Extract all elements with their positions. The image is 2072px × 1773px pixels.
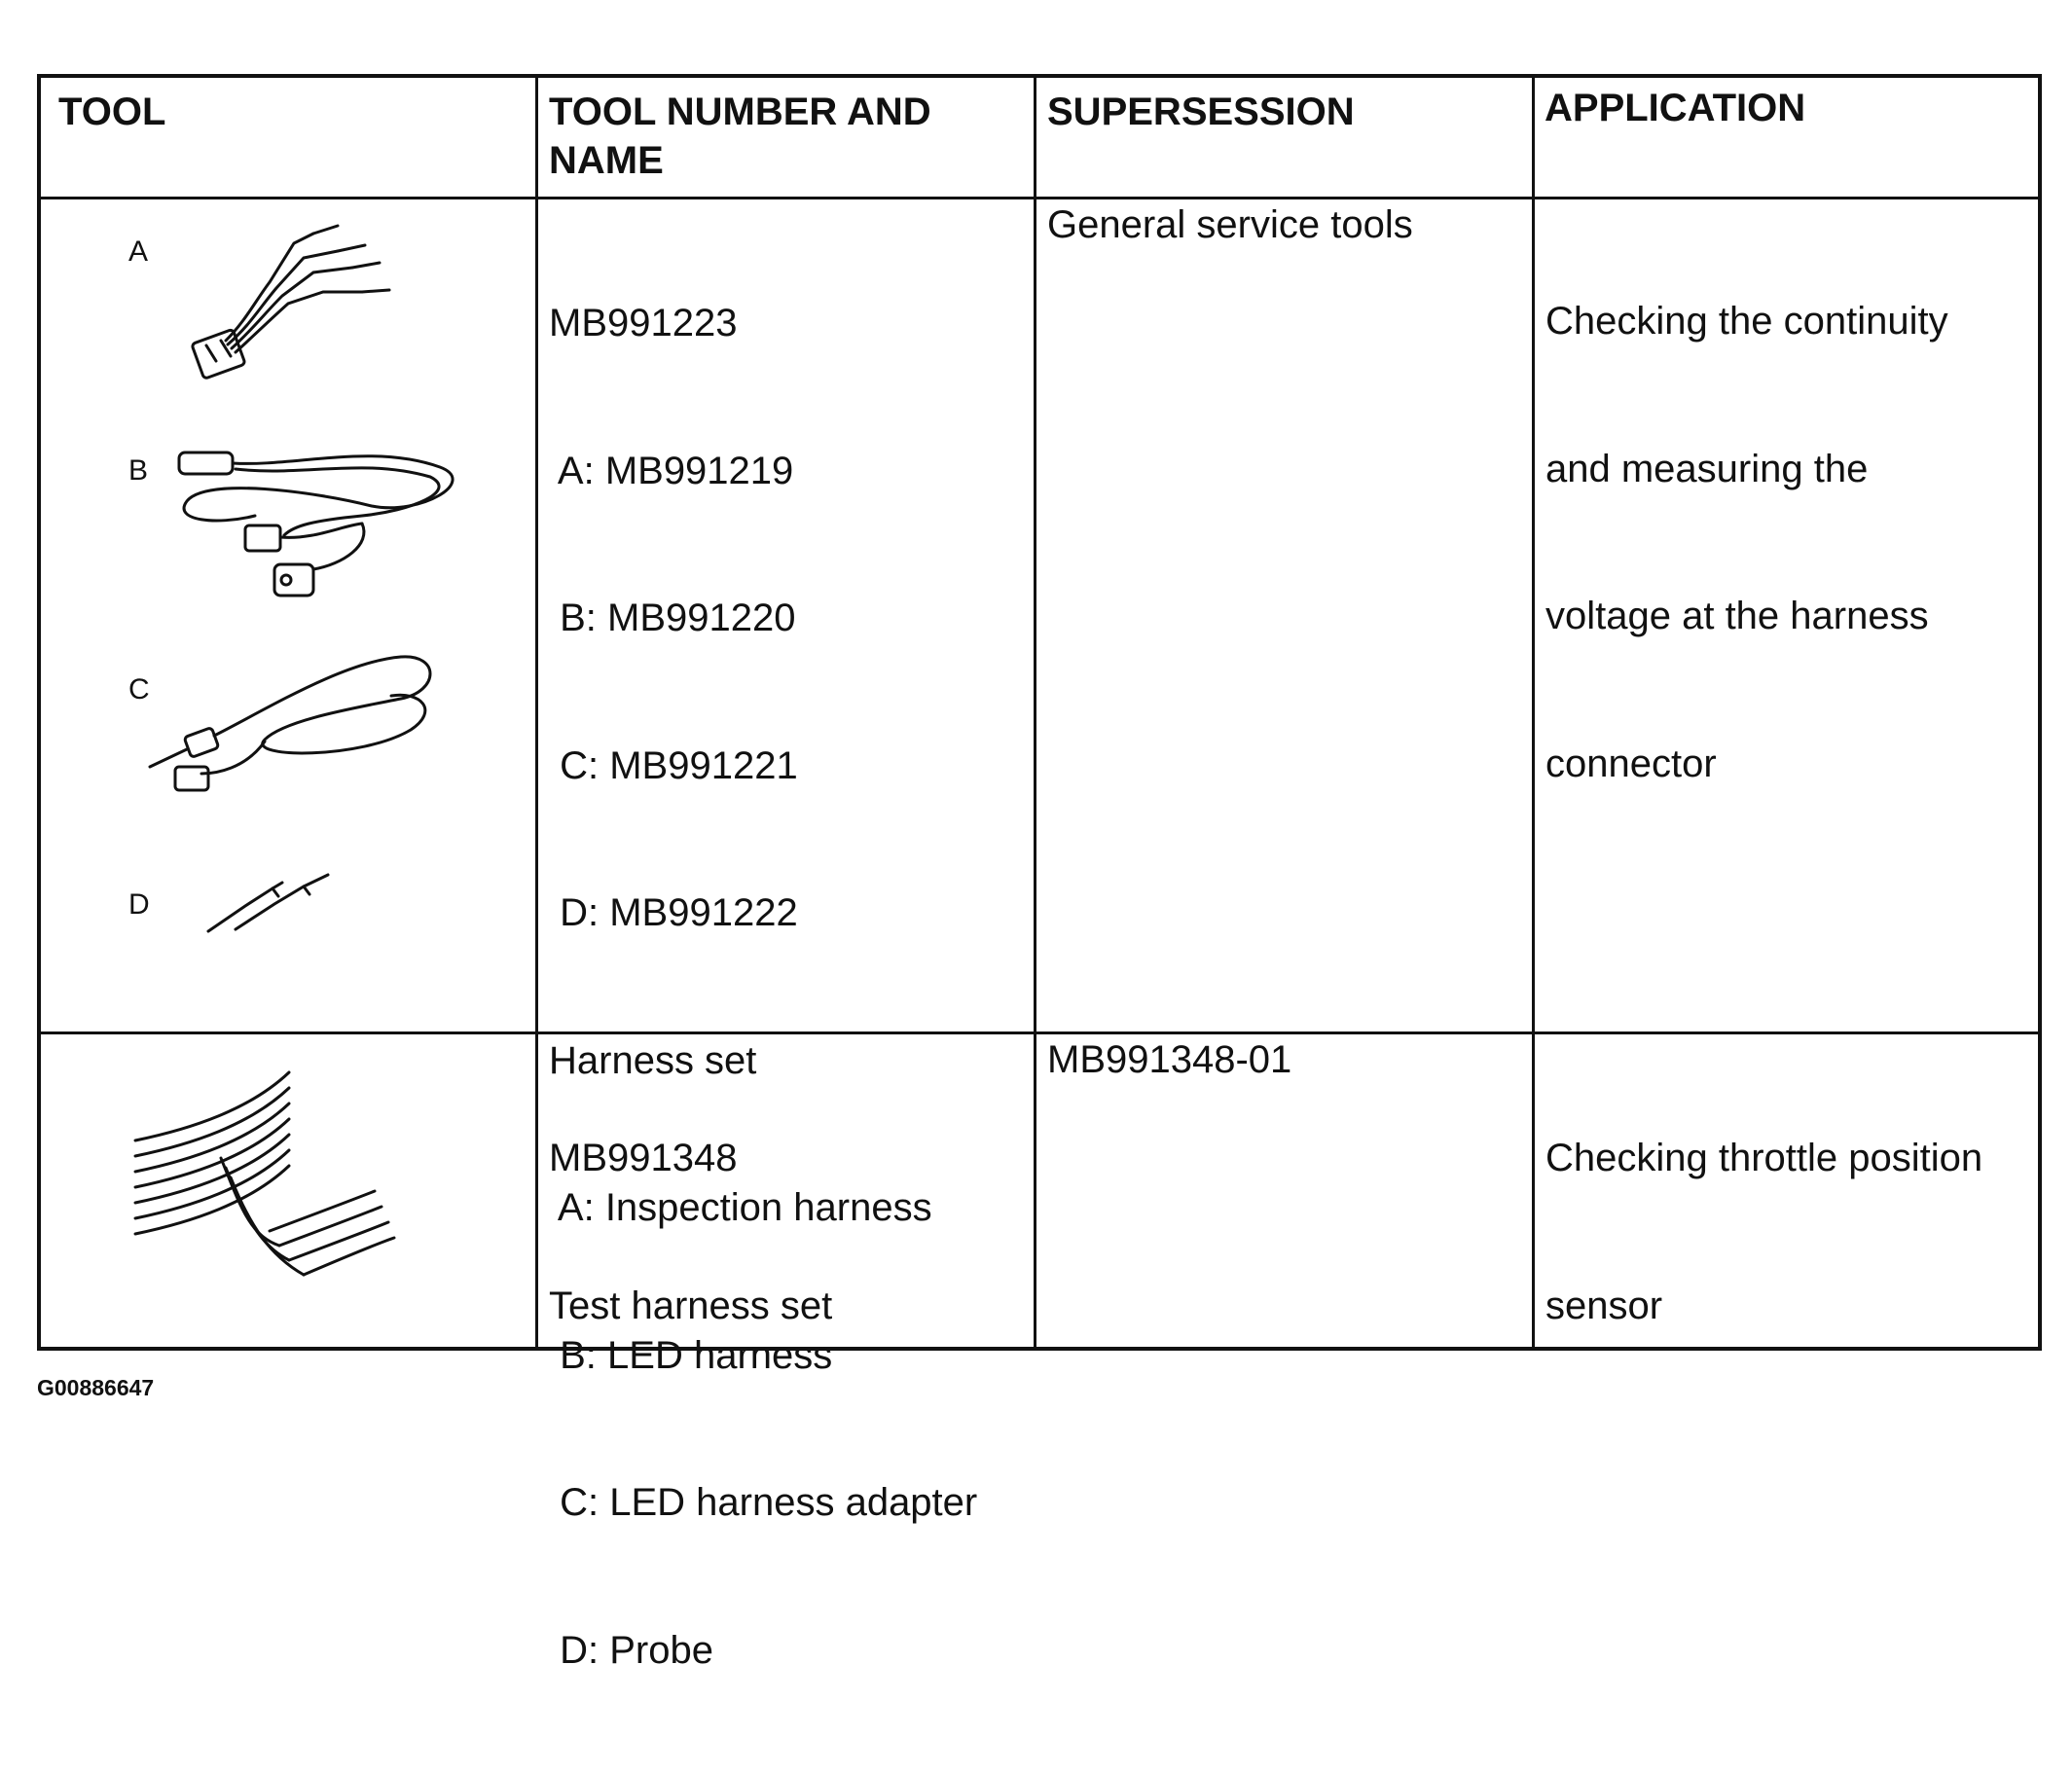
- figure-code: G00886647: [37, 1375, 155, 1400]
- led-harness-adapter-illustration: [148, 652, 459, 808]
- tool-label-a: A: [128, 235, 149, 268]
- tool-label-d: D: [128, 888, 150, 921]
- column-divider: [535, 78, 538, 1347]
- tool-number-cell-row2: MB991348 Test harness set: [549, 1137, 833, 1327]
- application-cell-row2: Checking throttle position sensor: [1545, 1137, 1983, 1327]
- column-divider: [1532, 78, 1535, 1347]
- header-application: APPLICATION: [1545, 87, 1806, 129]
- header-tool: TOOL: [58, 90, 166, 133]
- tool-number-cell-row1: MB991223 A: MB991219 B: MB991220 C: MB991221 D: MB991222 Harness set A: Inspection harness B: LED harness C: LED harness adapter D: Probe: [549, 302, 978, 1672]
- application-cell-row1: Checking the continuity and measuring the voltage at the harness connector: [1545, 300, 1948, 785]
- probe-illustration: [206, 871, 343, 939]
- header-supersession: SUPERSESSION: [1047, 90, 1355, 133]
- led-harness-illustration: [177, 448, 469, 623]
- test-harness-set-illustration: [133, 1070, 406, 1294]
- row-divider: [41, 1031, 2038, 1034]
- inspection-harness-illustration: [167, 224, 401, 389]
- column-divider: [1034, 78, 1036, 1347]
- tool-label-c: C: [128, 673, 150, 706]
- tool-label-b: B: [128, 454, 149, 487]
- supersession-cell-row2: MB991348-01: [1047, 1038, 1292, 1081]
- header-tool-number-and-name: TOOL NUMBER AND NAME: [549, 90, 931, 182]
- supersession-cell-row1: General service tools: [1047, 203, 1413, 246]
